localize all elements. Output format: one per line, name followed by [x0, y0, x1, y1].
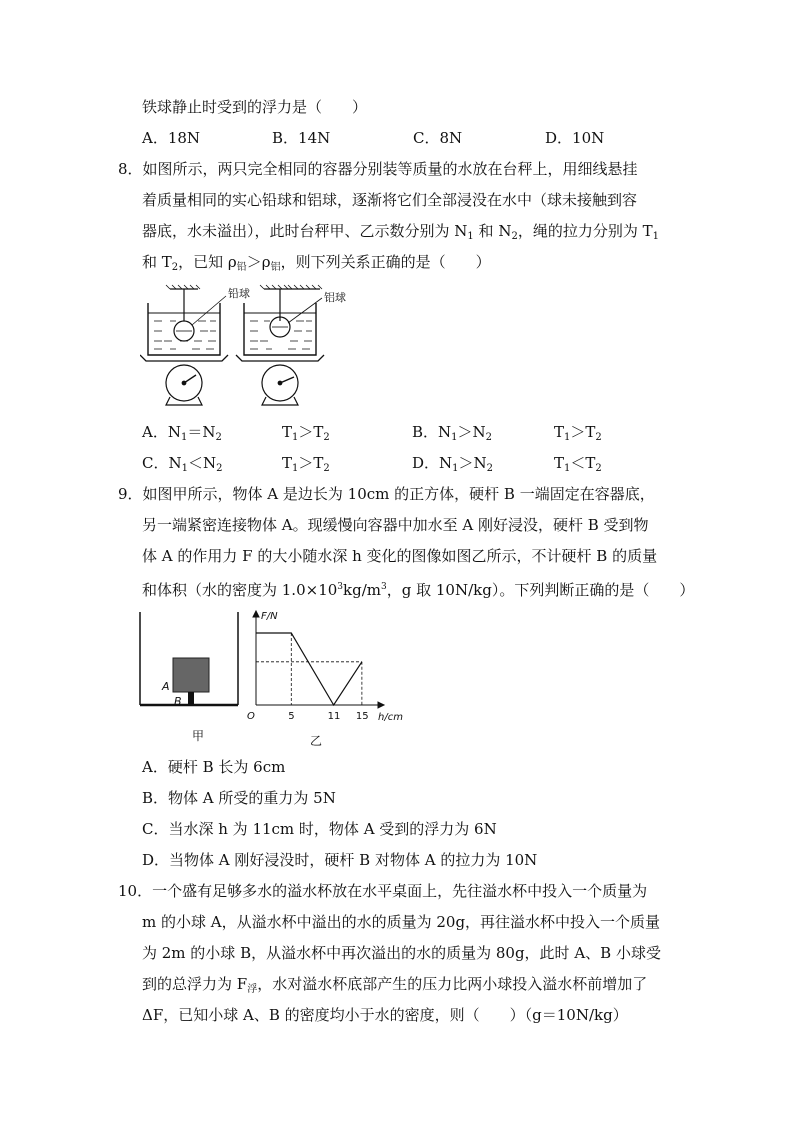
q9-figure-jia: [136, 610, 244, 745]
opt-t-part: [554, 422, 602, 448]
opt-text: ＞T: [570, 423, 596, 441]
subscript: 2: [215, 432, 222, 443]
label-lead-ball: 铅球: [228, 287, 250, 300]
subscript: 2: [595, 463, 602, 474]
y-axis-label: F/N: [261, 611, 278, 622]
x-axis-label: h/cm: [378, 712, 403, 723]
x-tick-label: 5: [288, 711, 295, 722]
subscript: 1: [564, 463, 571, 474]
q8-line-1: 8．如图所示，两只完全相同的容器分别装等质量的水放在台秤上，用细线悬挂: [118, 160, 638, 178]
q9-line-4-part: 和体积（水的密度为 1.0×10: [142, 581, 338, 599]
q7-option-a[interactable]: A．18N: [142, 129, 201, 147]
subscript: 2: [323, 463, 330, 474]
water-dashes-right: [250, 321, 312, 349]
opt-text: D．N: [412, 454, 453, 472]
subscript: 1: [452, 463, 459, 474]
q9-line-2: 另一端紧密连接物体 A。现缓慢向容器中加水至 A 刚好浸没，硬杆 B 受到物: [142, 516, 649, 534]
subscript: 2: [486, 463, 494, 474]
subscript: 1: [180, 432, 188, 443]
subscript: 2: [511, 231, 518, 242]
opt-text: A．N: [142, 423, 181, 441]
q8-option-c[interactable]: [142, 453, 330, 479]
superscript: 3: [380, 582, 387, 592]
q8-option-a[interactable]: [142, 422, 330, 448]
label-b: B: [174, 695, 182, 708]
opt-text: ＞N: [458, 454, 487, 472]
q8-line-3-part: ，绳的拉力分别为 T: [517, 222, 653, 240]
q8-line-4: [142, 252, 491, 278]
water-dashes-left: [154, 321, 216, 349]
q9-line-4-part: ，g 取 10N/kg）。下列判断正确的是（ ）: [386, 581, 695, 599]
ceiling-hatch: [166, 285, 200, 289]
q9-option-c[interactable]: C．当水深 h 为 11cm 时，物体 A 受到的浮力为 6N: [142, 820, 497, 838]
opt-text: T: [282, 454, 293, 472]
opt-t-part: [282, 422, 330, 448]
subscript: 浮: [247, 984, 258, 995]
subscript: 2: [216, 463, 223, 474]
q8-line-4-part: ，已知 ρ: [178, 253, 237, 271]
subscript: 1: [292, 463, 299, 474]
q8-line-3: [142, 221, 659, 247]
subscript: 2: [323, 432, 330, 443]
x-tick-label: 11: [327, 711, 341, 722]
q9-option-b[interactable]: B．物体 A 所受的重力为 5N: [142, 789, 336, 807]
q8-option-b[interactable]: [412, 422, 602, 448]
opt-text: ＞N: [457, 423, 486, 441]
label-aluminum-ball: 铝球: [324, 291, 346, 304]
q7-option-b[interactable]: B．14N: [272, 129, 331, 147]
series-line: [256, 633, 362, 705]
opt-t-part: [282, 453, 330, 479]
origin-label: O: [247, 711, 255, 722]
y-axis-arrow: [253, 611, 259, 617]
subscript: 1: [451, 432, 458, 443]
opt-text: C．N: [142, 454, 182, 472]
q10-line-3: 为 2m 的小球 B，从溢水杯中再次溢出的水的质量为 80g，此时 A、B 小球受: [142, 944, 661, 962]
q8-line-4-part: 和 T: [142, 253, 172, 271]
opt-text: ＝N: [187, 423, 216, 441]
q8-line-2: 着质量相同的实心铅球和铝球，逐渐将它们全部浸没在水中（球未接触到容: [142, 191, 638, 209]
q9-line-4: [142, 577, 694, 600]
q9-option-a[interactable]: A．硬杆 B 长为 6cm: [142, 758, 286, 776]
q8-line-3-part: 器底，水未溢出），此时台秤甲、乙示数分别为 N: [142, 222, 468, 240]
label-pointer-right: [288, 298, 322, 323]
q9-figure-yi-chart: [244, 605, 414, 750]
q9-line-1: 9．如图甲所示，物体 A 是边长为 10cm 的正方体，硬杆 B 一端固定在容器底，: [118, 485, 655, 503]
q7-option-c[interactable]: C．8N: [413, 129, 463, 147]
q8-line-3-part: 和 N: [473, 222, 512, 240]
subscript: 2: [485, 432, 493, 443]
superscript: 3: [337, 582, 344, 592]
q10-line-4-part: 到的总浮力为 F: [142, 975, 248, 993]
scale-pan-right: [236, 355, 324, 361]
opt-text: T: [554, 454, 565, 472]
q10-line-5: ΔF，已知小球 A、B 的密度均小于水的密度，则（ ）（g＝10N/kg）: [142, 1006, 628, 1024]
subscript: 铝: [270, 262, 281, 273]
q10-line-4: [142, 974, 647, 1000]
q8-option-d[interactable]: [412, 453, 602, 479]
subscript: 1: [292, 432, 299, 443]
subscript: 1: [652, 231, 659, 242]
opt-text: ＞T: [298, 454, 324, 472]
subscript: 2: [171, 262, 179, 273]
subscript: 1: [181, 463, 188, 474]
opt-text: T: [554, 423, 565, 441]
opt-text: ＜N: [187, 454, 217, 472]
block-a: [173, 658, 209, 692]
q7-stem-tail: 铁球静止时受到的浮力是（ ）: [142, 98, 368, 116]
q8-line-4-part: ＞ρ: [246, 253, 271, 271]
opt-text: ＜T: [570, 454, 596, 472]
q10-line-2: m 的小球 A，从溢水杯中溢出的水的质量为 20g，再往溢水杯中投入一个质量: [142, 913, 661, 931]
q8-line-4-part: ，则下列关系正确的是（ ）: [280, 253, 491, 271]
q7-option-d[interactable]: D．10N: [545, 129, 605, 147]
q10-line-1: 10．一个盛有足够多水的溢水杯放在水平桌面上，先往溢水杯中投入一个质量为: [118, 882, 648, 900]
label-a: A: [162, 680, 170, 693]
label-pointer-left: [192, 296, 226, 325]
x-tick-label: 15: [355, 711, 369, 722]
q8-figure: [140, 283, 375, 408]
x-axis-arrow: [378, 702, 384, 708]
opt-text: ＞T: [298, 423, 324, 441]
caption-jia: 甲: [192, 729, 205, 743]
ceiling-hatch: [288, 285, 322, 289]
q9-option-d[interactable]: D．当物体 A 刚好浸没时，硬杆 B 对物体 A 的拉力为 10N: [142, 851, 538, 869]
opt-text: T: [282, 423, 293, 441]
q10-line-4-part: ，水对溢水杯底部产生的压力比两小球投入溢水杯前增加了: [257, 975, 648, 993]
rod-b: [188, 692, 194, 705]
opt-text: B．N: [412, 423, 452, 441]
q9-line-3: 体 A 的作用力 F 的大小随水深 h 变化的图像如图乙所示，不计硬杆 B 的质量: [142, 547, 658, 565]
scale-pan-left: [140, 355, 228, 361]
subscript: 1: [564, 432, 571, 443]
q9-line-4-part: kg/m: [343, 581, 381, 599]
subscript: 1: [467, 231, 474, 242]
opt-t-part: [554, 453, 602, 479]
subscript: 铅: [236, 262, 247, 273]
caption-yi: 乙: [310, 734, 323, 748]
subscript: 2: [595, 432, 602, 443]
